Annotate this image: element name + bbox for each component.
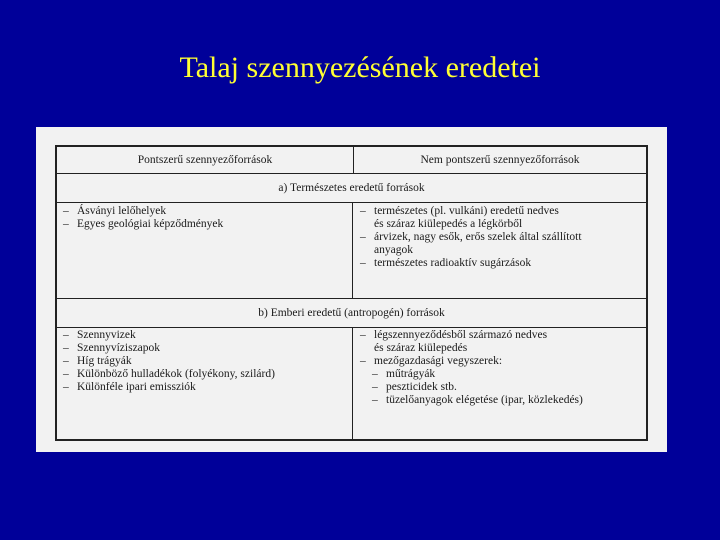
list-item: – mezőgazdasági vegyszerek: (358, 355, 646, 368)
natural-non-point-sources (354, 203, 646, 298)
list-item: – Egyes geológiai képződmények (61, 218, 352, 231)
list-item: – Híg trágyák (61, 355, 352, 368)
header-non-point-sources: Nem pontszerű szennyezőforrások (420, 154, 580, 166)
list-item: – árvizek, nagy esők, erős szelek által szállított (358, 231, 646, 244)
slide-title: Talaj szennyezésének eredetei (179, 51, 541, 84)
list-item: – Ásványi lelőhelyek (61, 205, 352, 218)
list-subitem: – tüzelőanyagok elégetése (ipar, közlekedés) (358, 394, 646, 407)
list-subitem: – peszticidek stb. (358, 381, 646, 394)
list-subitem: – műtrágyák (358, 368, 646, 381)
natural-point-sources (57, 203, 353, 298)
list-item-continuation: anyagok (374, 244, 413, 256)
pollution-sources-table (55, 145, 648, 441)
list-item: – Szennyvíziszapok (61, 342, 352, 355)
anthropogenic-non-point-sources (354, 327, 646, 439)
list-item: – természetes radioaktív sugárzások (358, 257, 646, 270)
scanned-table-image (36, 127, 667, 452)
header-point-sources: Pontszerű szennyezőforrások (57, 147, 354, 173)
list-item: – légszennyeződésből származó nedves (358, 329, 646, 342)
list-item-continuation: és száraz kiülepedés a légkörből (374, 218, 523, 230)
section-anthropogenic-title: b) Emberi eredetű (antropogén) források (57, 298, 646, 328)
list-item: – természetes (pl. vulkáni) eredetű nedves (358, 205, 646, 218)
list-item: – Különféle ipari emissziók (61, 381, 352, 394)
list-item: – Különböző hulladékok (folyékony, szilárd) (61, 368, 352, 381)
list-item-continuation: és száraz kiülepedés (374, 342, 468, 354)
list-item: – Szennyvizek (61, 329, 352, 342)
section-natural-title: a) Természetes eredetű források (57, 174, 646, 203)
table-header-row (57, 147, 646, 174)
anthropogenic-point-sources (57, 327, 353, 439)
